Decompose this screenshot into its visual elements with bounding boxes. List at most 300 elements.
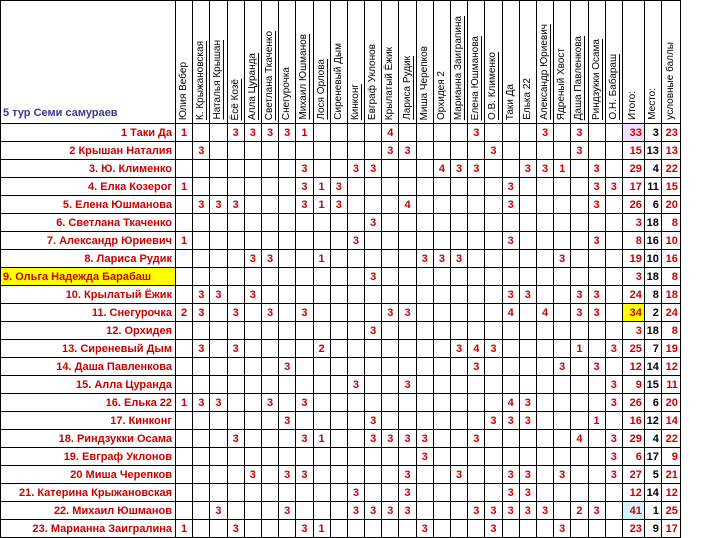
score-cell[interactable] xyxy=(485,430,502,448)
score-cell[interactable]: 1 xyxy=(296,124,313,142)
score-cell[interactable] xyxy=(502,376,519,394)
score-cell[interactable] xyxy=(313,484,330,502)
score-cell[interactable] xyxy=(433,502,450,520)
place-cell[interactable]: 9 xyxy=(644,520,661,538)
score-cell[interactable] xyxy=(554,178,571,196)
score-cell[interactable] xyxy=(279,178,296,196)
participant-name[interactable]: 10. Крылатый Ёжик xyxy=(1,286,176,304)
score-cell[interactable] xyxy=(554,322,571,340)
score-cell[interactable] xyxy=(279,196,296,214)
place-cell[interactable]: 17 xyxy=(644,448,661,466)
score-cell[interactable] xyxy=(347,412,364,430)
place-cell[interactable]: 8 xyxy=(644,286,661,304)
score-cell[interactable] xyxy=(571,484,588,502)
participant-name[interactable]: 11. Снегурочка xyxy=(1,304,176,322)
score-cell[interactable]: 3 xyxy=(519,286,536,304)
score-cell[interactable] xyxy=(193,232,210,250)
column-header[interactable] xyxy=(296,1,313,124)
score-cell[interactable] xyxy=(279,394,296,412)
score-cell[interactable] xyxy=(433,232,450,250)
score-cell[interactable] xyxy=(416,358,433,376)
score-cell[interactable] xyxy=(210,412,227,430)
score-cell[interactable] xyxy=(451,268,468,286)
total-cell[interactable]: 8 xyxy=(622,232,644,250)
score-cell[interactable] xyxy=(296,484,313,502)
score-cell[interactable]: 3 xyxy=(261,394,278,412)
participant-name[interactable]: 7. Александр Юриевич xyxy=(1,232,176,250)
total-cell[interactable]: 15 xyxy=(622,142,644,160)
score-cell[interactable] xyxy=(244,142,261,160)
score-cell[interactable] xyxy=(519,304,536,322)
score-cell[interactable] xyxy=(485,322,502,340)
score-cell[interactable] xyxy=(451,376,468,394)
score-cell[interactable] xyxy=(382,520,399,538)
score-cell[interactable] xyxy=(244,304,261,322)
column-header[interactable] xyxy=(588,1,605,124)
score-cell[interactable] xyxy=(451,520,468,538)
score-cell[interactable]: 3 xyxy=(210,286,227,304)
score-cell[interactable] xyxy=(176,268,193,286)
score-cell[interactable] xyxy=(502,322,519,340)
score-cell[interactable] xyxy=(347,178,364,196)
score-cell[interactable]: 3 xyxy=(588,286,605,304)
score-cell[interactable] xyxy=(176,250,193,268)
score-cell[interactable] xyxy=(296,250,313,268)
score-cell[interactable] xyxy=(210,232,227,250)
conditional-score-cell[interactable]: 25 xyxy=(661,502,680,520)
score-cell[interactable] xyxy=(588,430,605,448)
score-cell[interactable] xyxy=(347,466,364,484)
score-cell[interactable]: 3 xyxy=(468,160,485,178)
score-cell[interactable] xyxy=(571,322,588,340)
score-cell[interactable] xyxy=(605,502,622,520)
score-cell[interactable] xyxy=(261,358,278,376)
score-cell[interactable] xyxy=(433,412,450,430)
score-cell[interactable] xyxy=(519,124,536,142)
score-cell[interactable] xyxy=(399,448,416,466)
score-cell[interactable] xyxy=(536,286,553,304)
score-cell[interactable] xyxy=(365,250,382,268)
score-cell[interactable] xyxy=(571,376,588,394)
score-cell[interactable]: 3 xyxy=(382,502,399,520)
score-cell[interactable] xyxy=(485,304,502,322)
total-cell[interactable]: 16 xyxy=(622,412,644,430)
column-header[interactable] xyxy=(451,1,468,124)
score-cell[interactable] xyxy=(210,304,227,322)
score-cell[interactable] xyxy=(571,178,588,196)
score-cell[interactable] xyxy=(296,412,313,430)
score-cell[interactable] xyxy=(554,124,571,142)
score-cell[interactable] xyxy=(330,214,347,232)
score-cell[interactable] xyxy=(519,214,536,232)
score-cell[interactable] xyxy=(416,466,433,484)
score-cell[interactable] xyxy=(536,430,553,448)
score-cell[interactable]: 1 xyxy=(176,394,193,412)
score-cell[interactable] xyxy=(416,394,433,412)
score-cell[interactable] xyxy=(330,268,347,286)
conditional-score-cell[interactable]: 23 xyxy=(661,124,680,142)
score-cell[interactable] xyxy=(279,160,296,178)
score-cell[interactable] xyxy=(227,268,244,286)
score-cell[interactable] xyxy=(416,304,433,322)
score-cell[interactable]: 3 xyxy=(588,358,605,376)
score-cell[interactable] xyxy=(605,142,622,160)
total-cell[interactable]: 17 xyxy=(622,178,644,196)
score-cell[interactable] xyxy=(433,466,450,484)
score-cell[interactable] xyxy=(176,466,193,484)
score-cell[interactable]: 3 xyxy=(365,160,382,178)
column-header[interactable] xyxy=(554,1,571,124)
score-cell[interactable]: 3 xyxy=(588,178,605,196)
score-cell[interactable]: 3 xyxy=(244,466,261,484)
score-cell[interactable] xyxy=(519,520,536,538)
score-cell[interactable]: 3 xyxy=(588,304,605,322)
score-cell[interactable]: 3 xyxy=(468,430,485,448)
column-header[interactable] xyxy=(193,1,210,124)
score-cell[interactable] xyxy=(588,466,605,484)
score-cell[interactable] xyxy=(571,196,588,214)
score-cell[interactable] xyxy=(296,142,313,160)
score-cell[interactable] xyxy=(433,304,450,322)
score-cell[interactable] xyxy=(554,430,571,448)
score-cell[interactable] xyxy=(365,394,382,412)
score-cell[interactable] xyxy=(244,394,261,412)
score-cell[interactable] xyxy=(313,160,330,178)
score-cell[interactable] xyxy=(210,160,227,178)
score-cell[interactable] xyxy=(313,502,330,520)
score-cell[interactable] xyxy=(416,412,433,430)
participant-name[interactable]: 18. Риндзукки Осама xyxy=(1,430,176,448)
score-cell[interactable] xyxy=(536,214,553,232)
score-cell[interactable] xyxy=(244,376,261,394)
score-cell[interactable] xyxy=(382,412,399,430)
score-cell[interactable]: 3 xyxy=(588,502,605,520)
score-cell[interactable] xyxy=(330,322,347,340)
total-cell[interactable]: 3 xyxy=(622,322,644,340)
score-cell[interactable] xyxy=(193,124,210,142)
score-cell[interactable] xyxy=(399,412,416,430)
score-cell[interactable]: 3 xyxy=(399,142,416,160)
score-cell[interactable] xyxy=(502,448,519,466)
score-cell[interactable]: 3 xyxy=(261,124,278,142)
score-cell[interactable]: 3 xyxy=(193,304,210,322)
score-cell[interactable]: 3 xyxy=(502,196,519,214)
conditional-score-cell[interactable]: 12 xyxy=(661,484,680,502)
score-cell[interactable] xyxy=(210,178,227,196)
score-cell[interactable] xyxy=(382,268,399,286)
score-cell[interactable] xyxy=(365,358,382,376)
score-cell[interactable] xyxy=(536,412,553,430)
score-cell[interactable] xyxy=(554,286,571,304)
score-cell[interactable]: 3 xyxy=(451,250,468,268)
score-cell[interactable] xyxy=(536,178,553,196)
score-cell[interactable]: 3 xyxy=(296,304,313,322)
score-cell[interactable] xyxy=(347,448,364,466)
score-cell[interactable]: 3 xyxy=(279,124,296,142)
score-cell[interactable] xyxy=(193,358,210,376)
score-cell[interactable] xyxy=(296,286,313,304)
score-cell[interactable] xyxy=(588,322,605,340)
score-cell[interactable] xyxy=(227,322,244,340)
score-cell[interactable] xyxy=(244,502,261,520)
score-cell[interactable] xyxy=(261,232,278,250)
score-cell[interactable] xyxy=(468,466,485,484)
score-cell[interactable] xyxy=(554,340,571,358)
score-cell[interactable] xyxy=(519,376,536,394)
conditional-score-cell[interactable]: 8 xyxy=(661,268,680,286)
score-cell[interactable] xyxy=(313,322,330,340)
score-cell[interactable] xyxy=(313,448,330,466)
score-cell[interactable] xyxy=(261,214,278,232)
place-cell[interactable]: 14 xyxy=(644,484,661,502)
conditional-score-cell[interactable]: 22 xyxy=(661,430,680,448)
place-cell[interactable]: 10 xyxy=(644,250,661,268)
score-cell[interactable] xyxy=(313,304,330,322)
score-cell[interactable] xyxy=(416,178,433,196)
score-cell[interactable] xyxy=(382,232,399,250)
score-cell[interactable] xyxy=(536,448,553,466)
place-cell[interactable]: 18 xyxy=(644,268,661,286)
score-cell[interactable] xyxy=(536,268,553,286)
conditional-score-cell[interactable]: 14 xyxy=(661,412,680,430)
score-cell[interactable] xyxy=(502,214,519,232)
score-cell[interactable]: 3 xyxy=(330,178,347,196)
score-cell[interactable] xyxy=(571,412,588,430)
score-cell[interactable] xyxy=(416,160,433,178)
conditional-score-cell[interactable]: 18 xyxy=(661,286,680,304)
score-cell[interactable] xyxy=(554,232,571,250)
score-cell[interactable] xyxy=(382,448,399,466)
score-cell[interactable] xyxy=(227,214,244,232)
score-cell[interactable] xyxy=(261,484,278,502)
score-cell[interactable]: 2 xyxy=(571,502,588,520)
column-header[interactable] xyxy=(485,1,502,124)
score-cell[interactable]: 1 xyxy=(571,340,588,358)
score-cell[interactable] xyxy=(313,394,330,412)
score-cell[interactable]: 3 xyxy=(485,412,502,430)
score-cell[interactable]: 3 xyxy=(536,124,553,142)
participant-name[interactable]: 8. Лариса Рудик xyxy=(1,250,176,268)
score-cell[interactable] xyxy=(416,124,433,142)
score-cell[interactable]: 3 xyxy=(244,250,261,268)
score-cell[interactable] xyxy=(416,232,433,250)
score-cell[interactable] xyxy=(571,268,588,286)
conditional-score-cell[interactable]: 13 xyxy=(661,142,680,160)
conditional-score-cell[interactable]: 19 xyxy=(661,340,680,358)
score-cell[interactable] xyxy=(451,502,468,520)
column-header[interactable] xyxy=(571,1,588,124)
score-cell[interactable]: 3 xyxy=(588,232,605,250)
total-cell[interactable]: 19 xyxy=(622,250,644,268)
score-cell[interactable]: 3 xyxy=(399,502,416,520)
score-cell[interactable] xyxy=(313,142,330,160)
score-cell[interactable] xyxy=(433,484,450,502)
participant-name[interactable]: 19. Евграф Уклонов xyxy=(1,448,176,466)
score-cell[interactable] xyxy=(330,232,347,250)
score-cell[interactable] xyxy=(502,160,519,178)
total-cell[interactable]: 25 xyxy=(622,340,644,358)
score-cell[interactable]: 3 xyxy=(468,124,485,142)
score-cell[interactable] xyxy=(261,286,278,304)
score-cell[interactable] xyxy=(433,376,450,394)
score-cell[interactable] xyxy=(468,178,485,196)
score-cell[interactable] xyxy=(451,484,468,502)
score-cell[interactable]: 3 xyxy=(536,502,553,520)
score-cell[interactable]: 3 xyxy=(502,286,519,304)
score-cell[interactable]: 3 xyxy=(605,448,622,466)
participant-name[interactable]: 14. Даша Павленкова xyxy=(1,358,176,376)
score-cell[interactable] xyxy=(210,466,227,484)
score-cell[interactable] xyxy=(605,358,622,376)
score-cell[interactable] xyxy=(416,376,433,394)
score-cell[interactable] xyxy=(347,520,364,538)
column-header[interactable] xyxy=(622,1,644,124)
score-cell[interactable]: 3 xyxy=(261,250,278,268)
conditional-score-cell[interactable]: 20 xyxy=(661,196,680,214)
score-cell[interactable] xyxy=(296,214,313,232)
score-cell[interactable]: 3 xyxy=(588,196,605,214)
score-cell[interactable]: 3 xyxy=(571,304,588,322)
score-cell[interactable] xyxy=(451,394,468,412)
score-cell[interactable] xyxy=(313,358,330,376)
column-header[interactable] xyxy=(644,1,661,124)
conditional-score-cell[interactable]: 8 xyxy=(661,322,680,340)
score-cell[interactable] xyxy=(279,376,296,394)
score-cell[interactable] xyxy=(261,160,278,178)
score-cell[interactable] xyxy=(433,322,450,340)
score-cell[interactable] xyxy=(244,322,261,340)
score-cell[interactable] xyxy=(347,196,364,214)
score-cell[interactable]: 4 xyxy=(399,196,416,214)
score-cell[interactable] xyxy=(519,430,536,448)
score-cell[interactable] xyxy=(605,412,622,430)
score-cell[interactable] xyxy=(330,412,347,430)
score-cell[interactable] xyxy=(536,340,553,358)
score-cell[interactable]: 3 xyxy=(296,430,313,448)
score-cell[interactable] xyxy=(261,196,278,214)
score-cell[interactable] xyxy=(227,448,244,466)
score-cell[interactable] xyxy=(296,448,313,466)
score-cell[interactable]: 3 xyxy=(193,286,210,304)
score-cell[interactable] xyxy=(347,304,364,322)
score-cell[interactable] xyxy=(554,268,571,286)
total-cell[interactable]: 33 xyxy=(622,124,644,142)
score-cell[interactable] xyxy=(296,340,313,358)
score-cell[interactable] xyxy=(347,430,364,448)
column-header[interactable] xyxy=(536,1,553,124)
score-cell[interactable] xyxy=(227,142,244,160)
column-header[interactable] xyxy=(330,1,347,124)
score-cell[interactable] xyxy=(244,412,261,430)
score-cell[interactable] xyxy=(536,196,553,214)
total-cell[interactable]: 27 xyxy=(622,466,644,484)
score-cell[interactable] xyxy=(227,412,244,430)
score-cell[interactable] xyxy=(468,412,485,430)
place-cell[interactable]: 12 xyxy=(644,412,661,430)
score-cell[interactable] xyxy=(330,142,347,160)
score-cell[interactable]: 3 xyxy=(502,466,519,484)
score-cell[interactable] xyxy=(485,232,502,250)
conditional-score-cell[interactable]: 11 xyxy=(661,376,680,394)
score-cell[interactable] xyxy=(227,502,244,520)
score-cell[interactable] xyxy=(519,358,536,376)
conditional-score-cell[interactable]: 17 xyxy=(661,520,680,538)
score-cell[interactable]: 3 xyxy=(485,340,502,358)
score-cell[interactable]: 3 xyxy=(365,322,382,340)
score-cell[interactable] xyxy=(365,376,382,394)
score-cell[interactable] xyxy=(176,196,193,214)
score-cell[interactable] xyxy=(210,376,227,394)
score-cell[interactable]: 4 xyxy=(433,160,450,178)
score-cell[interactable] xyxy=(261,466,278,484)
total-cell[interactable]: 3 xyxy=(622,214,644,232)
column-header[interactable] xyxy=(519,1,536,124)
score-cell[interactable] xyxy=(554,214,571,232)
place-cell[interactable]: 13 xyxy=(644,142,661,160)
score-cell[interactable] xyxy=(451,322,468,340)
score-cell[interactable] xyxy=(347,142,364,160)
score-cell[interactable]: 3 xyxy=(399,304,416,322)
score-cell[interactable] xyxy=(571,394,588,412)
score-cell[interactable] xyxy=(468,250,485,268)
score-cell[interactable]: 3 xyxy=(279,502,296,520)
place-cell[interactable]: 11 xyxy=(644,178,661,196)
score-cell[interactable] xyxy=(468,322,485,340)
score-cell[interactable] xyxy=(382,484,399,502)
score-cell[interactable] xyxy=(382,322,399,340)
score-cell[interactable] xyxy=(193,448,210,466)
score-cell[interactable]: 1 xyxy=(313,178,330,196)
score-cell[interactable] xyxy=(485,484,502,502)
score-cell[interactable] xyxy=(519,448,536,466)
score-cell[interactable]: 3 xyxy=(347,502,364,520)
score-cell[interactable]: 3 xyxy=(330,196,347,214)
conditional-score-cell[interactable]: 24 xyxy=(661,304,680,322)
score-cell[interactable]: 3 xyxy=(416,520,433,538)
score-cell[interactable] xyxy=(416,214,433,232)
score-cell[interactable]: 3 xyxy=(588,160,605,178)
score-cell[interactable] xyxy=(588,520,605,538)
score-cell[interactable] xyxy=(347,358,364,376)
score-cell[interactable] xyxy=(451,142,468,160)
score-cell[interactable]: 3 xyxy=(519,466,536,484)
place-cell[interactable]: 16 xyxy=(644,232,661,250)
score-cell[interactable] xyxy=(382,394,399,412)
score-cell[interactable]: 3 xyxy=(502,412,519,430)
score-cell[interactable] xyxy=(313,232,330,250)
score-cell[interactable]: 2 xyxy=(313,340,330,358)
place-cell[interactable]: 3 xyxy=(644,124,661,142)
score-cell[interactable] xyxy=(519,268,536,286)
score-cell[interactable]: 3 xyxy=(365,214,382,232)
score-cell[interactable] xyxy=(210,124,227,142)
score-cell[interactable] xyxy=(313,376,330,394)
score-cell[interactable] xyxy=(210,448,227,466)
score-cell[interactable] xyxy=(536,376,553,394)
score-cell[interactable] xyxy=(468,286,485,304)
score-cell[interactable] xyxy=(502,340,519,358)
score-cell[interactable] xyxy=(330,358,347,376)
score-cell[interactable] xyxy=(588,448,605,466)
score-cell[interactable] xyxy=(468,376,485,394)
score-cell[interactable]: 3 xyxy=(365,430,382,448)
score-cell[interactable] xyxy=(588,268,605,286)
score-cell[interactable] xyxy=(382,466,399,484)
score-cell[interactable] xyxy=(313,286,330,304)
conditional-score-cell[interactable]: 9 xyxy=(661,448,680,466)
total-cell[interactable]: 29 xyxy=(622,160,644,178)
score-cell[interactable] xyxy=(571,250,588,268)
